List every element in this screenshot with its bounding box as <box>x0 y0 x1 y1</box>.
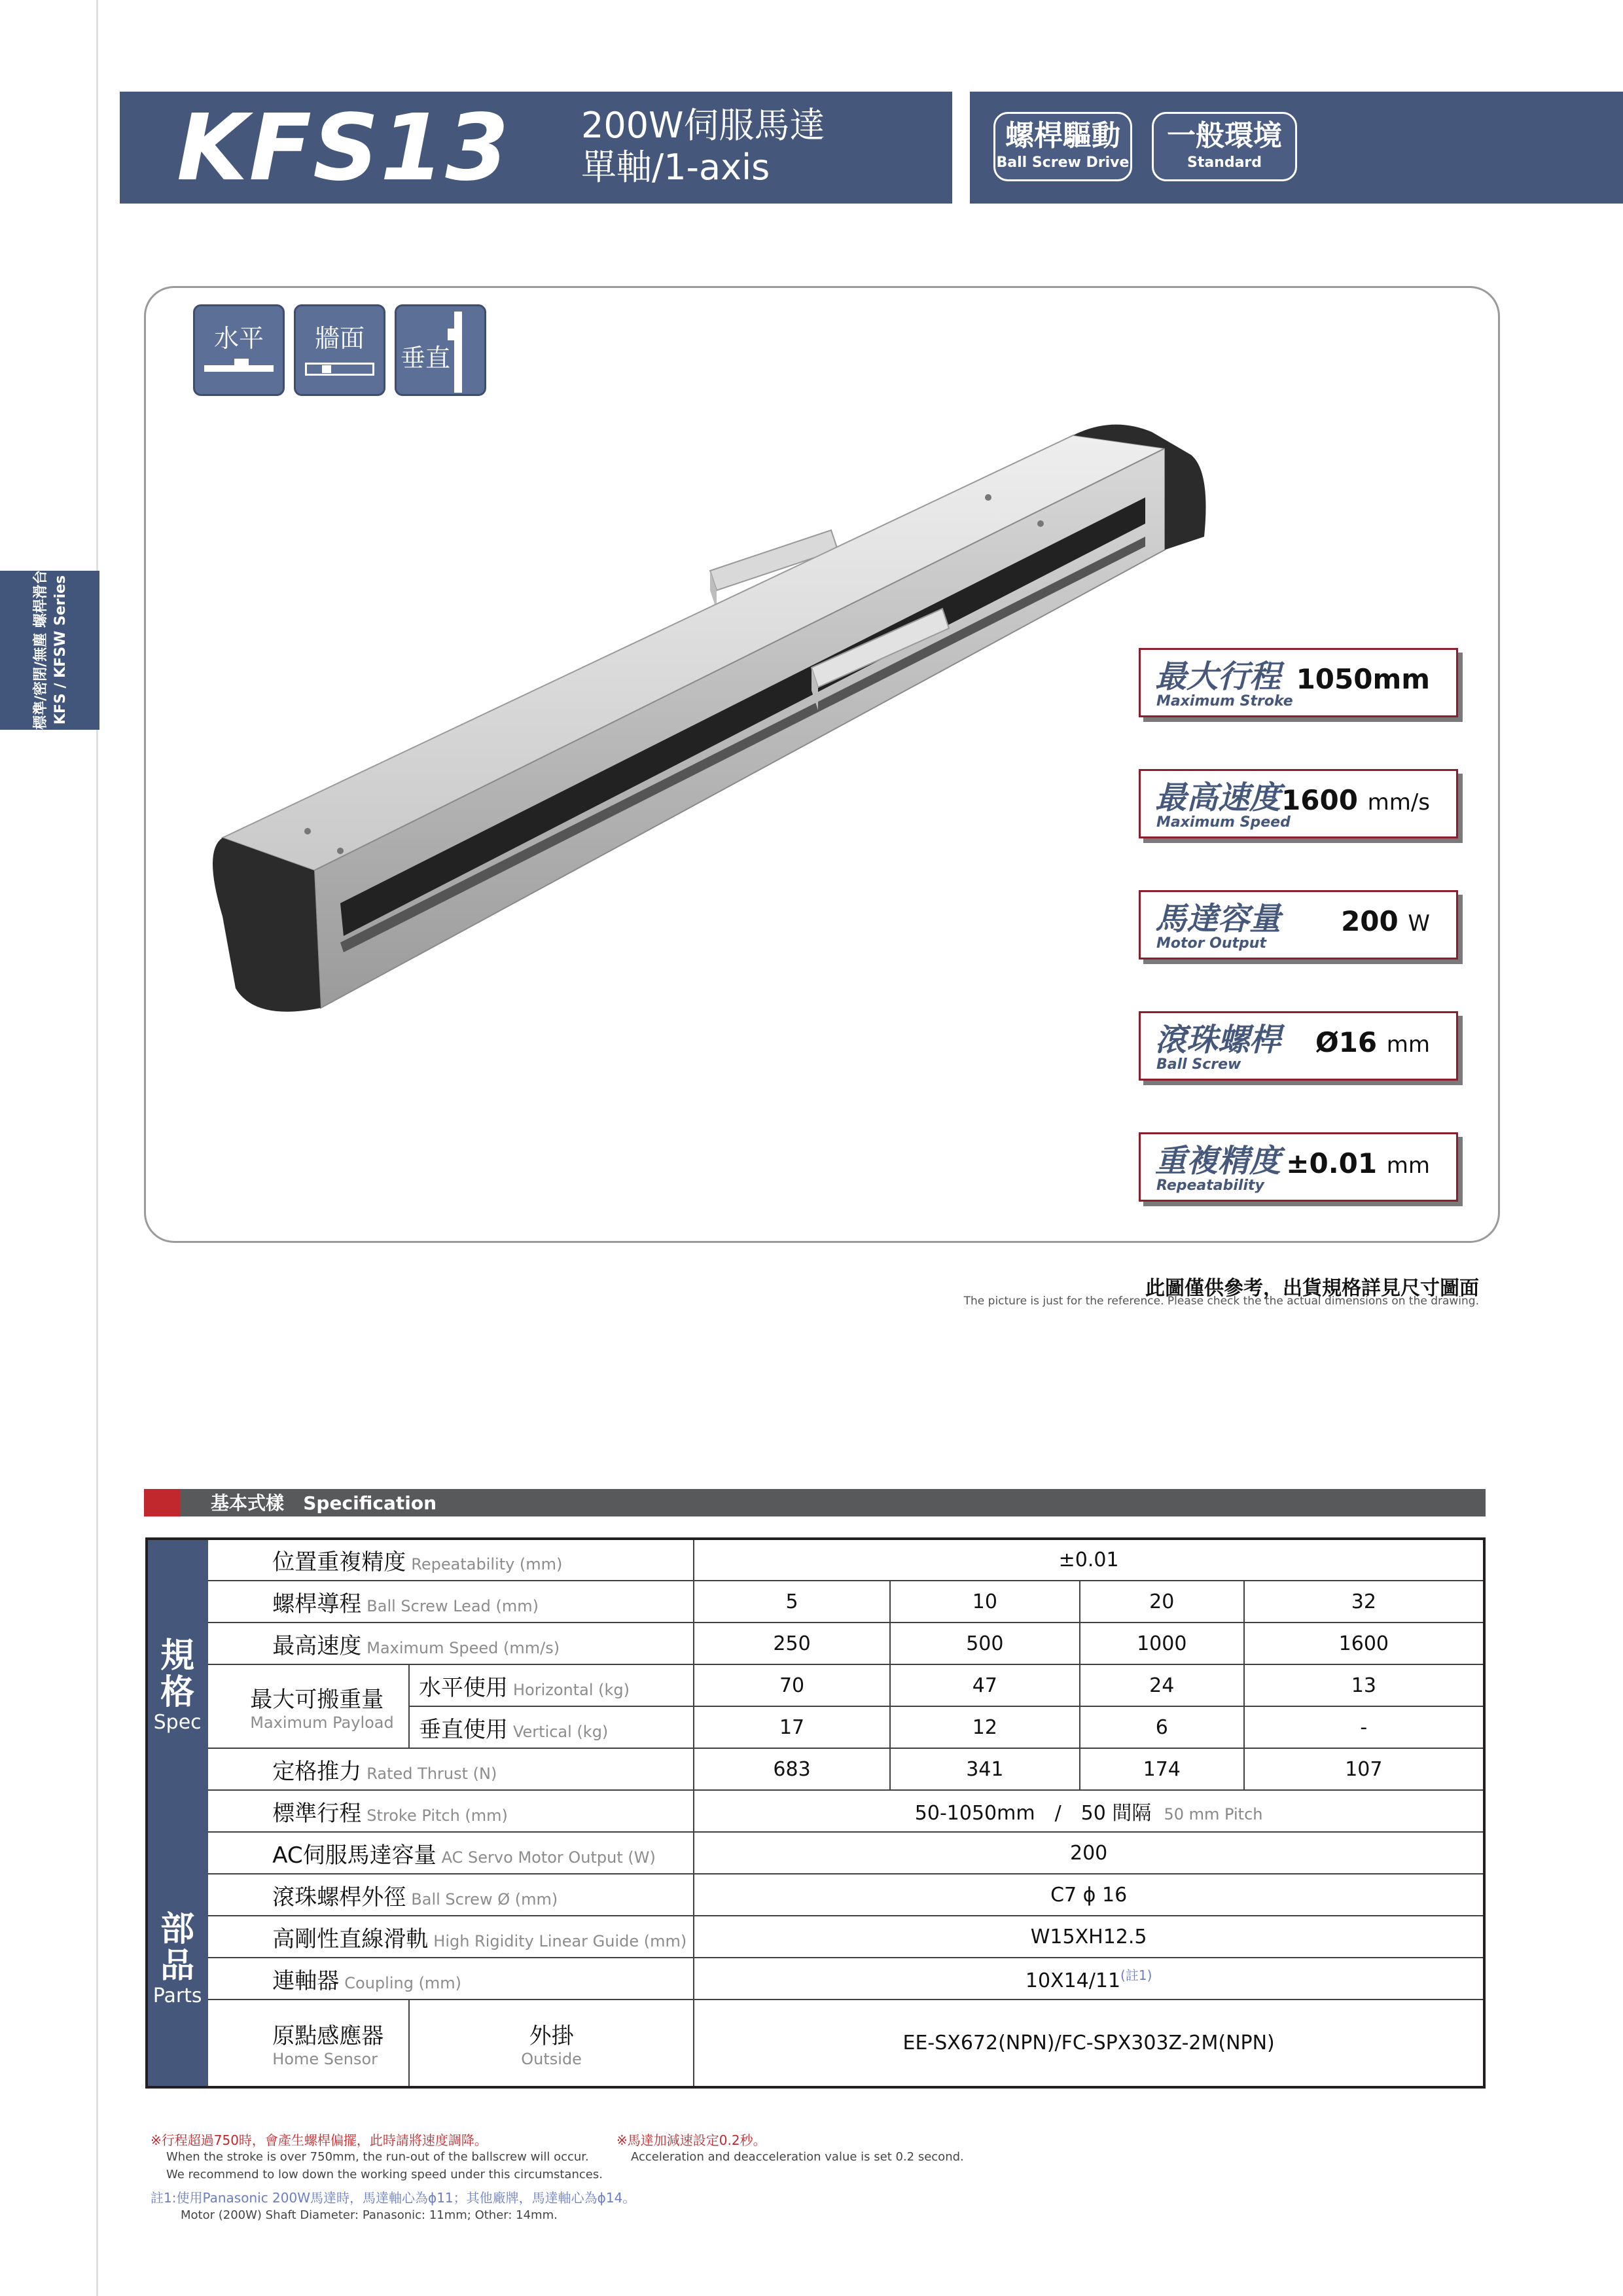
table-cell: 17 <box>694 1706 890 1748</box>
section-accent <box>144 1489 180 1516</box>
wall-mount-icon <box>294 304 385 396</box>
spec-box-stroke <box>1139 648 1458 717</box>
row-label-sensor: 原點感應器 Home Sensor <box>207 2000 409 2087</box>
table-cell: 70 <box>694 1664 890 1706</box>
table-row <box>147 1790 1484 1832</box>
row-label-repeatability: 位置重複精度 Repeatability (mm) <box>207 1539 694 1581</box>
header-subtitle <box>581 105 825 188</box>
footnote-stroke-en1: When the stroke is over 750mm, the run-out of the ballscrew will occur. <box>166 2150 589 2164</box>
table-row <box>147 1623 1484 1664</box>
horizontal-mount-icon <box>193 304 285 396</box>
table-row <box>147 1539 1484 1581</box>
table-cell: 1600 <box>1244 1623 1484 1664</box>
spec-speed-value: 1600 mm/s <box>1281 784 1430 816</box>
mount-label-horizontal: 水平 <box>213 324 264 353</box>
spec-stroke-en: Maximum Stroke <box>1156 693 1293 709</box>
picture-note-cn: 此圖僅供參考，出貨規格詳見尺寸圖面 <box>1145 1277 1479 1300</box>
spec-stroke-cn: 最大行程 <box>1155 658 1281 695</box>
environment-badge <box>1152 112 1297 181</box>
row-label-guide: 高剛性直線滑軌 High Rigidity Linear Guide (mm) <box>207 1916 694 1958</box>
table-row <box>147 1748 1484 1790</box>
cell-motor: 200 <box>694 1832 1484 1874</box>
cell-stroke: 50-1050mm / 50 間隔 50 mm Pitch <box>694 1790 1484 1832</box>
row-label-thrust: 定格推力 Rated Thrust (N) <box>207 1748 694 1790</box>
table-cell: 683 <box>694 1748 890 1790</box>
spec-speed-cn: 最高速度 <box>1155 780 1281 816</box>
table-row <box>147 1664 1484 1706</box>
cell-sensor: EE-SX672(NPN)/FC-SPX303Z-2M(NPN) <box>694 2000 1484 2087</box>
table-cell: 1000 <box>1080 1623 1244 1664</box>
footnote-motor-en: Motor (200W) Shaft Diameter: Panasonic: 11mm; Other: 14mm. <box>181 2208 558 2222</box>
table-cell: 13 <box>1244 1664 1484 1706</box>
specification-table <box>145 1537 1486 2089</box>
section-title: 基本式樣 Specification <box>211 1492 437 1514</box>
table-row <box>147 1874 1484 1916</box>
row-label-motor: AC伺服馬達容量 AC Servo Motor Output (W) <box>207 1832 694 1874</box>
environment-cn: 一般環境 <box>1167 119 1282 152</box>
series-tab-line1: 標準/密閉/無塵 螺桿滑台 <box>33 570 49 730</box>
table-cell: 20 <box>1080 1581 1244 1623</box>
spec-motor-en: Motor Output <box>1156 935 1266 952</box>
row-label-speed: 最高速度 Maximum Speed (mm/s) <box>207 1623 694 1664</box>
row-label-lead: 螺桿導程 Ball Screw Lead (mm) <box>207 1581 694 1623</box>
table-cell: 107 <box>1244 1748 1484 1790</box>
spec-ballscrew-cn: 滾珠螺桿 <box>1155 1022 1281 1058</box>
table-row <box>147 1958 1484 2000</box>
table-row <box>147 2000 1484 2087</box>
footnote-stroke-en2: We recommend to low down the working speed under this circumstances. <box>166 2168 603 2181</box>
cell-screw-dia: C7 ϕ 16 <box>694 1874 1484 1916</box>
table-cell: 6 <box>1080 1706 1244 1748</box>
footnote-accel-cn: ※馬達加減速設定0.2秒。 <box>616 2132 766 2148</box>
table-cell: 24 <box>1080 1664 1244 1706</box>
row-label-horizontal: 水平使用 Horizontal (kg) <box>409 1664 694 1706</box>
footnote-stroke-cn: ※行程超過750時，會產生螺桿偏擺，此時請將速度調降。 <box>151 2132 488 2148</box>
subtitle-line1: 200W伺服馬達 <box>581 105 825 146</box>
table-cell: 341 <box>890 1748 1080 1790</box>
table-cell: - <box>1244 1706 1484 1748</box>
spec-box-repeatability <box>1139 1132 1458 1202</box>
cell-repeatability: ±0.01 <box>694 1539 1484 1581</box>
drive-type-cn: 螺桿驅動 <box>1005 119 1120 152</box>
spec-motor-value: 200 W <box>1341 905 1430 937</box>
row-label-screw-dia: 滾珠螺桿外徑 Ball Screw Ø (mm) <box>207 1874 694 1916</box>
mount-label-wall: 牆面 <box>314 324 365 353</box>
row-label-vertical: 垂直使用 Vertical (kg) <box>409 1706 694 1748</box>
series-side-tab <box>0 571 99 730</box>
spec-repeatability-value: ±0.01 mm <box>1286 1147 1430 1179</box>
spec-stroke-value: 1050mm <box>1296 663 1430 695</box>
vertical-mount-icon <box>395 304 486 396</box>
environment-en: Standard <box>1186 154 1262 171</box>
table-cell: 250 <box>694 1623 890 1664</box>
row-label-sensor-outside: 外掛 Outside <box>409 2000 694 2087</box>
row-label-payload: 最大可搬重量 Maximum Payload <box>207 1664 409 1748</box>
model-title: KFS13 <box>177 95 510 202</box>
page-guide-line <box>96 0 98 2296</box>
spec-speed-en: Maximum Speed <box>1156 814 1291 831</box>
subtitle-line2: 單軸/1-axis <box>581 147 770 188</box>
table-cell: 32 <box>1244 1581 1484 1623</box>
table-row <box>147 1832 1484 1874</box>
drive-type-en: Ball Screw Drive <box>996 154 1130 171</box>
table-cell: 12 <box>890 1706 1080 1748</box>
footnote-motor-cn: 註1:使用Panasonic 200W馬達時，馬達軸心為ϕ11；其他廠牌，馬達軸心為ϕ14。 <box>151 2190 636 2206</box>
spec-repeatability-en: Repeatability <box>1156 1177 1264 1194</box>
table-cell: 5 <box>694 1581 890 1623</box>
cell-guide: W15XH12.5 <box>694 1916 1484 1958</box>
mount-label-vertical: 垂直 <box>401 344 451 372</box>
linear-actuator-illustration <box>209 419 1230 1028</box>
row-label-stroke: 標準行程 Stroke Pitch (mm) <box>207 1790 694 1832</box>
cell-coupling: $10X14/11^{(註1)}$ <box>694 1958 1484 2000</box>
table-cell: 10 <box>890 1581 1080 1623</box>
table-cell: 174 <box>1080 1748 1244 1790</box>
table-row <box>147 1581 1484 1623</box>
spec-box-speed <box>1139 769 1458 838</box>
spec-ballscrew-en: Ball Screw <box>1156 1056 1241 1073</box>
group-spec: 規 格 Spec <box>147 1539 207 1832</box>
spec-box-ballscrew <box>1139 1011 1458 1081</box>
spec-box-motor <box>1139 890 1458 960</box>
footnote-accel-en: Acceleration and deacceleration value is set 0.2 second. <box>631 2150 964 2164</box>
spec-motor-cn: 馬達容量 <box>1155 901 1281 937</box>
table-cell: 500 <box>890 1623 1080 1664</box>
spec-ballscrew-value: Ø16 mm <box>1315 1026 1430 1058</box>
picture-note-en: The picture is just for the reference. Please check the the actual dimensions on the drawing. <box>963 1295 1479 1308</box>
series-tab-line2: KFS / KFSW Series <box>52 575 69 725</box>
drive-type-badge <box>993 112 1132 181</box>
table-row <box>147 1916 1484 1958</box>
row-label-coupling: 連軸器 Coupling (mm) <box>207 1958 694 2000</box>
spec-repeatability-cn: 重複精度 <box>1155 1143 1281 1179</box>
group-parts: 部 品 Parts <box>147 1832 207 2087</box>
table-cell: 47 <box>890 1664 1080 1706</box>
